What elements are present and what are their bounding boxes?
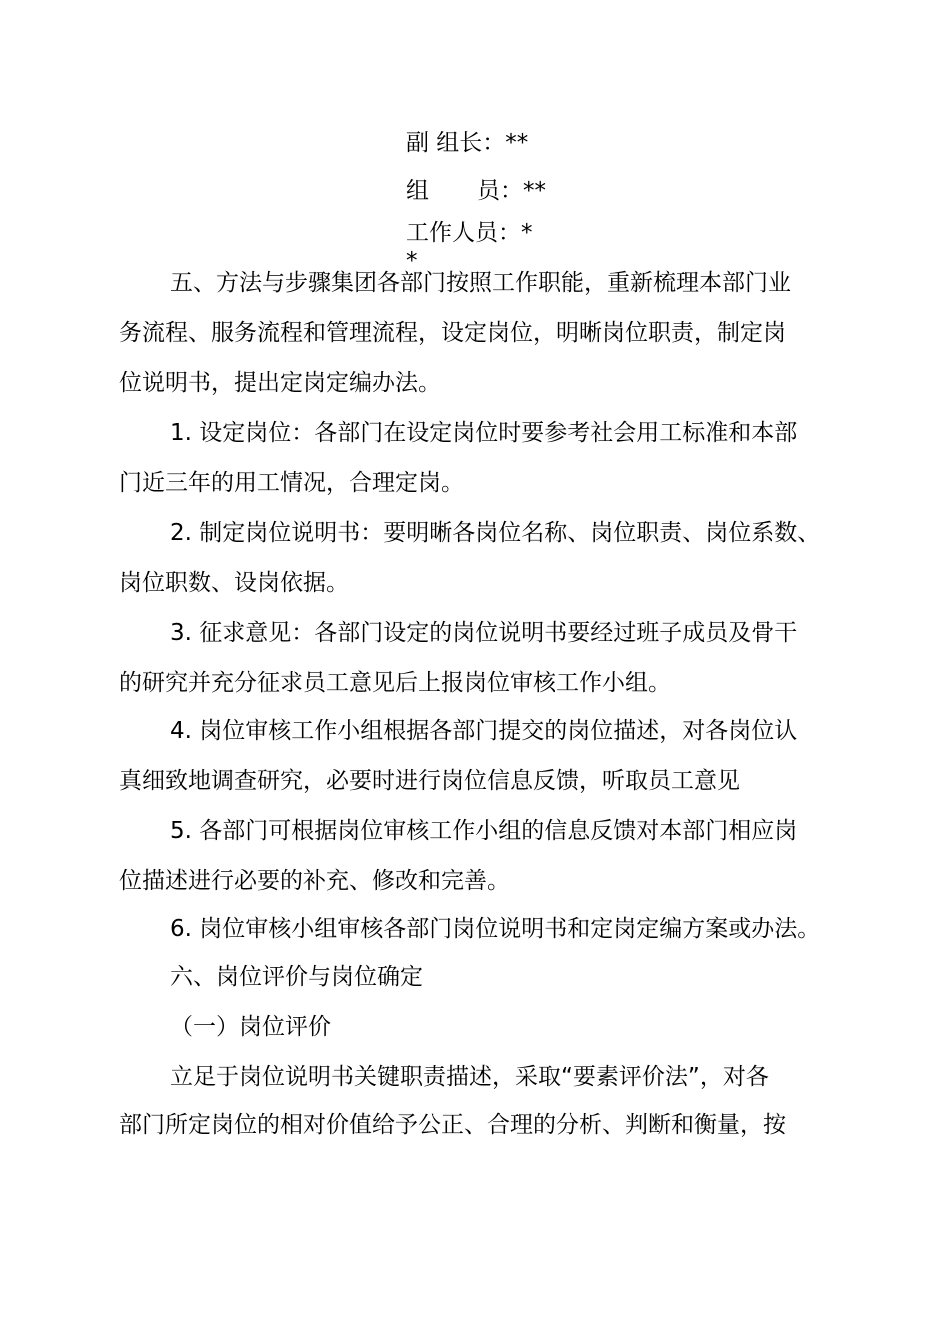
step-2-line1: 2. 制定岗位说明书：要明晰各岗位名称、岗位职责、岗位系数、: [170, 520, 821, 546]
step-3-line2: 的研究并充分征求员工意见后上报岗位审核工作小组。: [119, 670, 671, 696]
step-4-line1: 4. 岗位审核工作小组根据各部门提交的岗位描述，对各岗位认: [170, 718, 798, 744]
section5-heading-line1: 五、方法与步骤集团各部门按照工作职能，重新梳理本部门业: [170, 270, 791, 296]
deputy-leader-line: 副 组长：**: [406, 130, 529, 156]
step-2-line2: 岗位职数、设岗依据。: [119, 570, 349, 596]
staff-line: 工作人员：*: [406, 220, 533, 246]
member-value: 员：**: [477, 178, 546, 204]
step-3-line1: 3. 征求意见：各部门设定的岗位说明书要经过班子成员及骨干: [170, 620, 798, 646]
section5-heading-line2: 务流程、服务流程和管理流程，设定岗位，明晰岗位职责，制定岗: [119, 320, 786, 346]
step-4-line2: 真细致地调查研究，必要时进行岗位信息反馈，听取员工意见: [119, 768, 740, 794]
step-1-line1: 1. 设定岗位：各部门在设定岗位时要参考社会用工标准和本部: [170, 420, 798, 446]
section6-subheading: （一）岗位评价: [170, 1014, 331, 1040]
step-5-line1: 5. 各部门可根据岗位审核工作小组的信息反馈对本部门相应岗: [170, 818, 798, 844]
section5-heading-line3: 位说明书，提出定岗定编办法。: [119, 370, 441, 396]
section6-para-line1: 立足于岗位说明书关键职责描述，采取“要素评价法”，对各: [170, 1064, 769, 1090]
step-6-line1: 6. 岗位审核小组审核各部门岗位说明书和定岗定编方案或办法。: [170, 916, 821, 942]
step-1-line2: 门近三年的用工情况，合理定岗。: [119, 470, 464, 496]
staff-line-clip: [406, 218, 606, 274]
staff-overflow: *: [406, 248, 418, 274]
member-label: 组: [406, 178, 429, 204]
section6-para-line2: 部门所定岗位的相对价值给予公正、合理的分析、判断和衡量，按: [119, 1112, 786, 1138]
member-line: [406, 176, 546, 206]
section6-heading: 六、岗位评价与岗位确定: [170, 964, 423, 990]
step-5-line2: 位描述进行必要的补充、修改和完善。: [119, 868, 510, 894]
